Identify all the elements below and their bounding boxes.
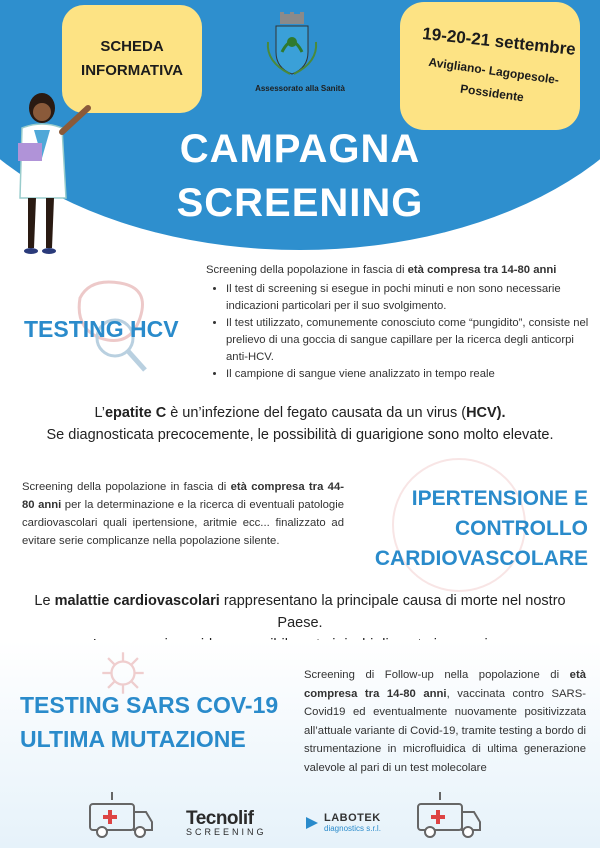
scheda-line2: INFORMATIVA — [81, 62, 183, 79]
dates-text: 19-20-21 settembre — [421, 24, 577, 60]
tecnolife-logo — [186, 808, 267, 837]
labotek-text — [324, 812, 381, 833]
hcv-intro-plain: Screening della popolazione in fascia di — [206, 264, 408, 276]
hcv-note — [20, 402, 580, 446]
tecnolife-sub: SCREENING — [186, 827, 267, 837]
labotek-sub: diagnostics s.r.l. — [324, 824, 381, 833]
ambulance-icon — [86, 790, 156, 840]
labotek-mark-icon — [304, 815, 320, 831]
hcv-note-line2: Se diagnosticata precocemente, le possibilità di guarigione sono molto elevate. — [46, 427, 554, 443]
sars-text-c: , vaccinata contro SARS-Covid19 ed eventualmente nuovamente positivizzata all’attuale variante di Covid-19, tramite testing a bordo di strumentazione in microfluidica di ultima generazione valevole al pari di un test molecolare — [304, 687, 586, 774]
labotek-logo — [304, 812, 381, 833]
hcv-note-b: epatite C — [104, 405, 167, 421]
tecnolife-name: Tecnolif — [186, 808, 254, 829]
hcv-title: TESTING HCV — [24, 316, 179, 342]
cardio-title-line2: CONTROLLO — [455, 517, 588, 540]
cardio-text-c: per la determinazione e la ricerca di eventuali patologie cardiovascolari quali ipertensione, aritmie ecc... finalizzato ad evitare serie complicanze nella popolazione silente. — [22, 499, 344, 547]
list-item: • Il campione di sangue viene analizzato in tempo reale — [226, 366, 594, 383]
cardio-note-a: Le — [34, 593, 55, 609]
cardio-note-b: malattie cardiovascolari — [54, 593, 220, 609]
hcv-description — [206, 262, 594, 383]
sars-description — [304, 666, 586, 777]
sars-title-line1: TESTING SARS COV-19 — [20, 692, 279, 718]
ambulance-icon — [414, 790, 484, 840]
sars-text-b: età compresa tra 14-80 anni — [304, 669, 586, 700]
sars-title-line2: ULTIMA MUTAZIONE — [20, 726, 246, 752]
campaign-title — [100, 122, 500, 230]
hcv-note-a: L’ — [94, 405, 105, 421]
labotek-name: LABOTEK — [324, 812, 381, 824]
cardio-title — [330, 484, 588, 574]
hcv-bullet-list — [206, 281, 594, 383]
sars-text-a: Screening di Follow-up nella popolazione di — [304, 669, 570, 681]
scheda-line1: SCHEDA — [100, 38, 164, 55]
scheda-label — [81, 35, 183, 83]
cardio-note-c: rappresentano la principale causa di morte nel nostro Paese. — [219, 593, 566, 631]
title-line1: CAMPAGNA — [179, 127, 421, 171]
hcv-intro — [206, 262, 594, 279]
hcv-note-d: HCV). — [466, 405, 506, 421]
cardio-description — [22, 478, 344, 550]
assessorato-label: Assessorato alla Sanità — [255, 84, 345, 93]
dates-box — [400, 2, 580, 130]
list-item: • Il test utilizzato, comunemente conosciuto come “pungidito”, consiste nel prelievo di una goccia di sangue capillare per la ricerca degli anticorpi anti-HCV. — [226, 315, 594, 366]
municipal-crest-icon — [262, 12, 322, 78]
sars-title — [20, 688, 278, 756]
hcv-intro-bold: età compresa tra 14-80 anni — [407, 264, 557, 276]
cardio-text-a: Screening della popolazione in fascia di — [22, 481, 231, 493]
hcv-note-c: è un’infezione del fegato causata da un virus ( — [166, 405, 467, 421]
places-line1: Avigliano- Lagopesole- — [427, 54, 560, 88]
title-line2: SCREENING — [176, 181, 424, 225]
cardio-title-line1: IPERTENSIONE E — [411, 487, 588, 510]
cardio-title-line3: CARDIOVASCOLARE — [374, 547, 588, 570]
cardio-text-b: età compresa tra 44-80 anni — [22, 481, 344, 511]
doctor-illustration-icon — [0, 88, 100, 268]
list-item: • Il test di screening si esegue in pochi minuti e non sono necessarie indicazioni particolari per il suo svolgimento. — [226, 281, 594, 315]
places-line2: Possidente — [459, 81, 525, 105]
